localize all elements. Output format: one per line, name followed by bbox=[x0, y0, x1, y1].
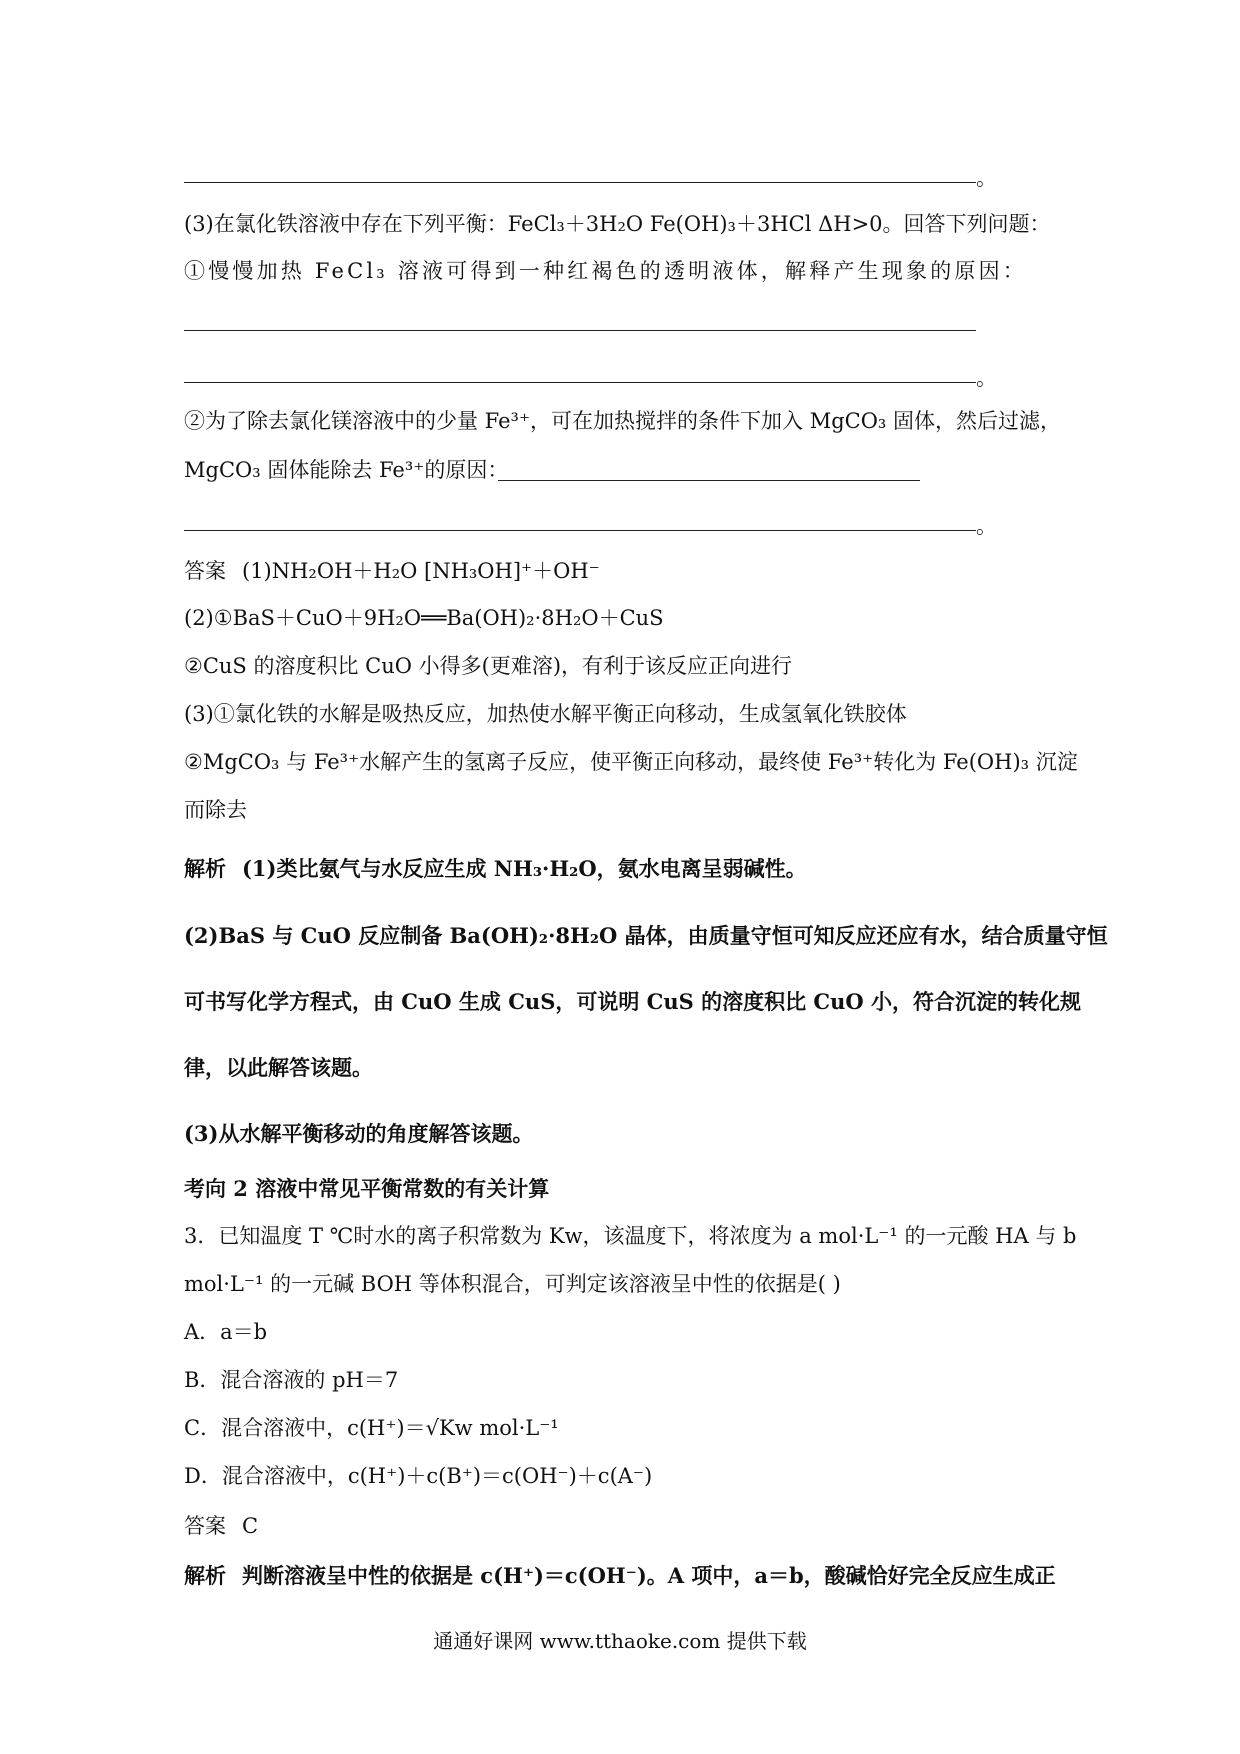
section-title: 考向 2 溶液中常见平衡常数的有关计算 bbox=[184, 1176, 550, 1201]
analysis-line-4: 律，以此解答该题。 bbox=[184, 1055, 373, 1080]
q3-line-3: ②为了除去氯化镁溶液中的少量 Fe³⁺，可在加热搅拌的条件下加入 MgCO₃ 固体，然后过滤， bbox=[184, 409, 1062, 433]
page-footer: 通通好课网 www.tthaoke.com 提供下载 bbox=[433, 1629, 807, 1653]
answer-blank-line bbox=[498, 480, 920, 481]
option-b: B．混合溶液的 pH＝7 bbox=[184, 1368, 399, 1392]
answer-line-4: (3)①氯化铁的水解是吸热反应，加热使水解平衡正向移动，生成氢氧化铁胶体 bbox=[184, 702, 907, 726]
end-mark: 。 bbox=[976, 366, 997, 390]
answer-label: 答案 bbox=[184, 1514, 226, 1538]
analysis-text: (1)类比氨气与水反应生成 NH₃·H₂O，氨水电离呈弱碱性。 bbox=[242, 856, 807, 881]
analysis-label: 解析 bbox=[184, 1563, 226, 1588]
answer-line-3: ②CuS 的溶度积比 CuO 小得多(更难溶)，有利于该反应正向进行 bbox=[184, 654, 793, 678]
end-mark: 。 bbox=[976, 166, 997, 190]
q3-line-4: MgCO₃ 固体能除去 Fe³⁺的原因： bbox=[184, 458, 509, 482]
answer-line-6: 而除去 bbox=[184, 798, 247, 822]
answer-line-1 bbox=[184, 557, 600, 585]
answer-blank-line bbox=[184, 530, 976, 531]
analysis-line-2: (2)BaS 与 CuO 反应制备 Ba(OH)₂·8H₂O 晶体，由质量守恒可知反应还应有水，结合质量守恒 bbox=[184, 923, 1108, 948]
answer-line-2: (2)①BaS＋CuO＋9H₂O══Ba(OH)₂·8H₂O＋CuS bbox=[184, 606, 664, 630]
question-3-analysis bbox=[184, 1562, 1056, 1590]
analysis-label: 解析 bbox=[184, 856, 226, 881]
answer-blank-line bbox=[184, 330, 976, 331]
q3-line-2: ①慢慢加热 FeCl₃ 溶液可得到一种红褐色的透明液体，解释产生现象的原因： bbox=[184, 259, 1028, 283]
option-d: D．混合溶液中，c(H⁺)＋c(B⁺)＝c(OH⁻)＋c(A⁻) bbox=[184, 1464, 653, 1488]
analysis-line-5: (3)从水解平衡移动的角度解答该题。 bbox=[184, 1121, 534, 1146]
q3-line-1: (3)在氯化铁溶液中存在下列平衡：FeCl₃＋3H₂O Fe(OH)₃＋3HCl ΔH>0。回答下列问题： bbox=[184, 212, 1051, 236]
question-3-answer bbox=[184, 1512, 258, 1540]
option-a: A．a＝b bbox=[184, 1320, 268, 1344]
answer-blank-line bbox=[184, 182, 976, 183]
analysis-line-1 bbox=[184, 855, 807, 883]
question-3-line-1: 3．已知温度 T ℃时水的离子积常数为 Kw，该温度下，将浓度为 a mol·L⁻¹ 的一元酸 HA 与 b bbox=[184, 1224, 1077, 1248]
answer-value: C bbox=[242, 1514, 259, 1538]
question-3-line-2: mol·L⁻¹ 的一元碱 BOH 等体积混合，可判定该溶液呈中性的依据是( ) bbox=[184, 1272, 841, 1296]
option-c: C．混合溶液中，c(H⁺)＝√Kw mol·L⁻¹ bbox=[184, 1416, 559, 1440]
answer-text: (1)NH₂OH＋H₂O [NH₃OH]⁺＋OH⁻ bbox=[242, 559, 600, 583]
answer-label: 答案 bbox=[184, 559, 226, 583]
analysis-line-3: 可书写化学方程式，由 CuO 生成 CuS，可说明 CuS 的溶度积比 CuO 小，符合沉淀的转化规 bbox=[184, 989, 1082, 1014]
analysis-text: 判断溶液呈中性的依据是 c(H⁺)＝c(OH⁻)。A 项中，a＝b，酸碱恰好完全反应生成正 bbox=[242, 1563, 1056, 1588]
end-mark: 。 bbox=[976, 514, 997, 538]
answer-blank-line bbox=[184, 382, 976, 383]
answer-line-5: ②MgCO₃ 与 Fe³⁺水解产生的氢离子反应，使平衡正向移动，最终使 Fe³⁺转化为 Fe(OH)₃ 沉淀 bbox=[184, 750, 1078, 774]
